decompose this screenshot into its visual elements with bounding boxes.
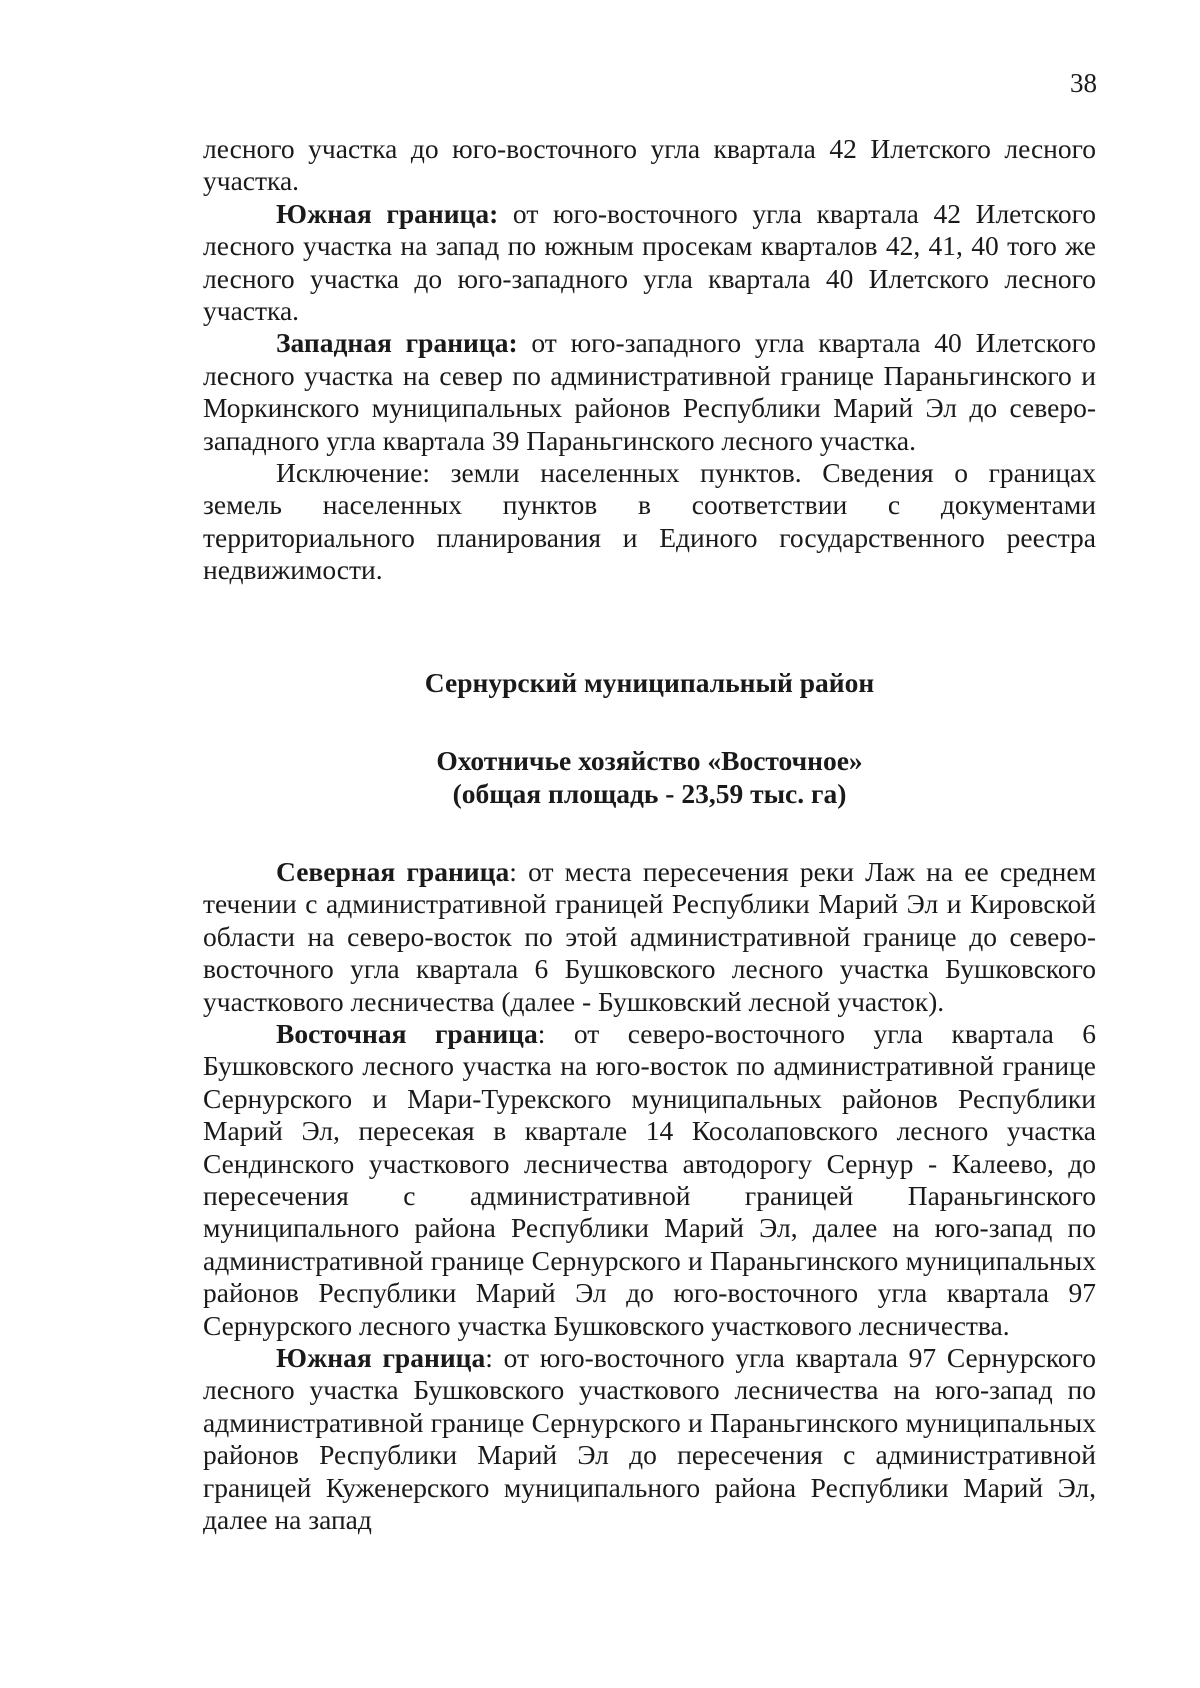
paragraph-east-boundary (203, 1018, 1096, 1342)
district-heading: Сернурский муниципальный район (424, 666, 875, 698)
paragraph-south-boundary-1 (203, 198, 1096, 328)
south-boundary-text: от юго-восточного угла квартала 42 Илетского лесного участка на запад по южным просекам кварталов 42, 41, 40 того же лесного участка до юго-западного угла квартала 40 Илетского лесного участка. (203, 197, 1097, 327)
south-boundary-2-text: : от юго-восточного угла квартала 97 Сернурского лесного участка Бушковского участкового лесничества на юго-запад по административной границе Сернурского и Параньгинского муниципальных районов Республики Марий Эл до пересечения с административной границей Куженерского муниципального района Республики Марий Эл, далее на запад (203, 1342, 1096, 1536)
east-boundary-label: Восточная граница (276, 1017, 538, 1049)
paragraph-south-boundary-2 (203, 1342, 1096, 1536)
farm-title: Охотничье хозяйство «Восточное» (436, 745, 863, 777)
page-number: 38 (1070, 68, 1097, 98)
paragraph-exception: Исключение: земли населенных пунктов. Сведения о границах земель населенных пунктов в соответствии с документами территориального планирования и Единого государственного реестра недвижимости. (203, 457, 1096, 586)
document-body (203, 133, 1096, 1536)
north-boundary-label: Северная граница (276, 855, 510, 887)
north-boundary-text: : от места пересечения реки Лаж на ее среднем течении с административной границей Республики Марий Эл и Кировской области на северо-восток по этой административной границе до северо-восточного угла квартала 6 Бушковского лесного участка Бушковского участкового лесничества (далее - Бушковский лесной участок). (203, 855, 1096, 1017)
paragraph-west-boundary (203, 327, 1096, 457)
farm-area: (общая площадь - 23,59 тыс. га) (452, 777, 847, 809)
paragraph-north-boundary (203, 856, 1096, 1018)
west-boundary-text: от юго-западного угла квартала 40 Илетского лесного участка на север по административной границе Параньгинского и Моркинского муниципальных районов Республики Марий Эл до северо-западного угла квартала 39 Параньгинского лесного участка. (203, 327, 1096, 456)
continuation-paragraph: лесного участка до юго-восточного угла квартала 42 Илетского лесного участка. (203, 133, 1096, 197)
east-boundary-text: : от северо-восточного угла квартала 6 Бушковского лесного участка на юго-восток по административной границе Сернурского и Мари-Турекского муниципальных районов Республики Марий Эл, пересекая в квартале 14 Косолаповского лесного участка Сендинского участкового лесничества автодорогу Сернур - Калеево, до пересечения с административной границей Параньгинского муниципального района Республики Марий Эл, далее на юго-запад по административной границе Сернурского и Параньгинского муниципальных районов Республики Марий Эл до юго-восточного угла квартала 97 Сернурского лесного участка Бушковского участкового лесничества. (203, 1017, 1097, 1341)
west-boundary-label: Западная граница: (276, 327, 518, 359)
south-boundary-label: Южная граница: (276, 197, 499, 229)
south-boundary-2-label: Южная граница (276, 1342, 486, 1373)
